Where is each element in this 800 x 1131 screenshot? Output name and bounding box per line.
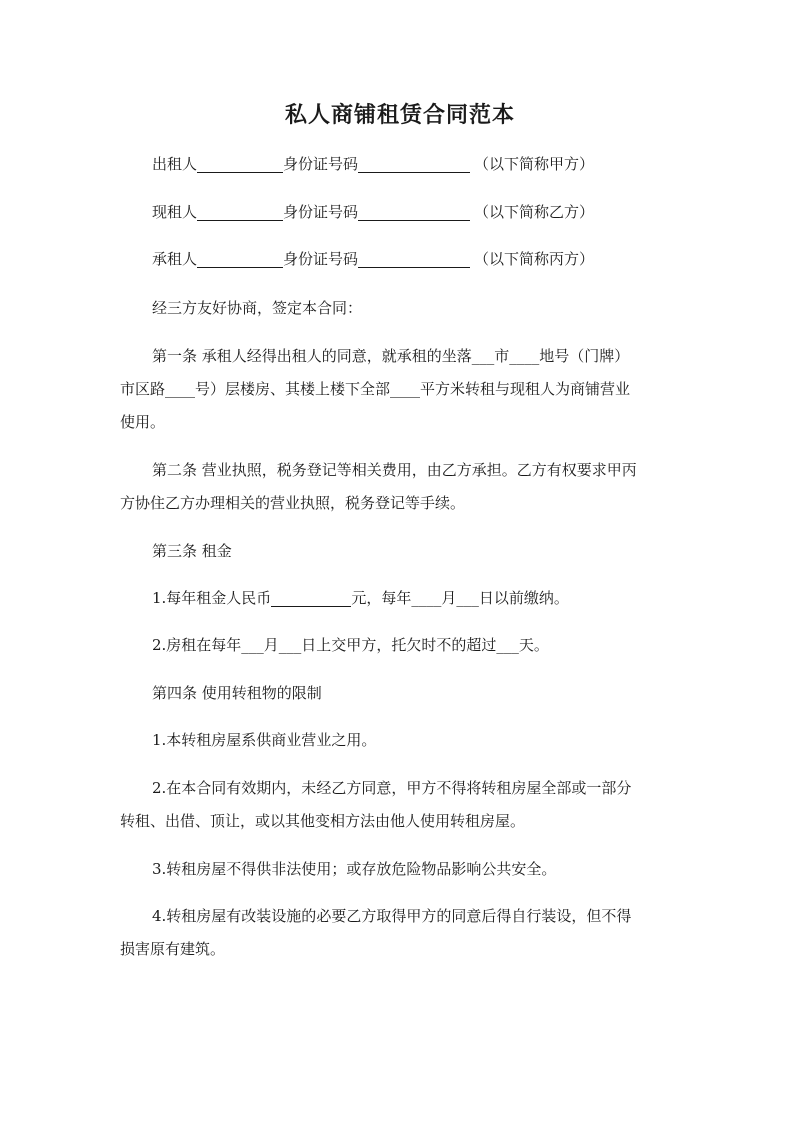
article-4-item-3: 3.转租房屋不得供非法使用；或存放危险物品影响公共安全。 <box>152 860 557 878</box>
article-1-line-2: 市区路____号）层楼房、其楼上楼下全部____平方米转租与现租人为商铺营业 <box>120 380 631 398</box>
document-title: 私人商铺租赁合同范本 <box>284 102 515 128</box>
article-1-line-3: 使用。 <box>120 413 166 431</box>
article-4-item-4-line-1: 4.转租房屋有改装设施的必要乙方取得甲方的同意后得自行装设，但不得 <box>152 907 632 925</box>
party-role: 承租人 <box>152 250 198 268</box>
id-blank <box>358 150 470 173</box>
rent-amount-suffix: 元，每年____月___日以前缴纳。 <box>351 589 569 607</box>
id-blank <box>358 198 470 221</box>
rent-amount-prefix: 1.每年租金人民币 <box>152 589 272 607</box>
party-role: 现租人 <box>152 203 198 221</box>
party-alias: （以下简称丙方） <box>474 250 595 268</box>
id-label: 身份证号码 <box>283 250 359 268</box>
article-4-item-2-line-2: 转租、出借、顶让，或以其他变相方法由他人使用转租房屋。 <box>120 812 526 830</box>
article-2-line-2: 方协住乙方办理相关的营业执照，税务登记等手续。 <box>120 494 466 512</box>
party-lessee-line <box>120 241 690 277</box>
name-blank <box>197 150 283 173</box>
article-4-heading: 第四条 使用转租物的限制 <box>152 684 322 702</box>
id-label: 身份证号码 <box>283 203 359 221</box>
article-4-item-2-line-1: 2.在本合同有效期内，未经乙方同意，甲方不得将转租房屋全部或一部分 <box>152 779 632 797</box>
party-alias: （以下简称乙方） <box>474 203 595 221</box>
article-4-item-4-line-2: 损害原有建筑。 <box>120 940 226 958</box>
article-4-item-1: 1.本转租房屋系供商业营业之用。 <box>152 731 377 749</box>
name-blank <box>197 198 283 221</box>
article-3-item-2: 2.房租在每年___月___日上交甲方，托欠时不的超过___天。 <box>152 636 549 654</box>
party-alias: （以下简称甲方） <box>474 155 595 173</box>
article-2-line-1: 第二条 营业执照，税务登记等相关费用，由乙方承担。乙方有权要求甲丙 <box>152 461 637 479</box>
party-role: 出租人 <box>152 155 198 173</box>
article-1-line-1: 第一条 承租人经得出租人的同意，就承租的坐落___市____地号（门牌） <box>152 347 630 365</box>
id-blank <box>358 245 470 268</box>
id-label: 身份证号码 <box>283 155 359 173</box>
rent-amount-blank <box>271 584 351 607</box>
article-3-item-1 <box>120 580 690 616</box>
name-blank <box>197 245 283 268</box>
party-lessor-line <box>120 146 690 182</box>
intro-text: 经三方友好协商，签定本合同： <box>152 299 363 317</box>
party-current-tenant-line <box>120 194 690 230</box>
article-3-heading: 第三条 租金 <box>152 542 232 560</box>
